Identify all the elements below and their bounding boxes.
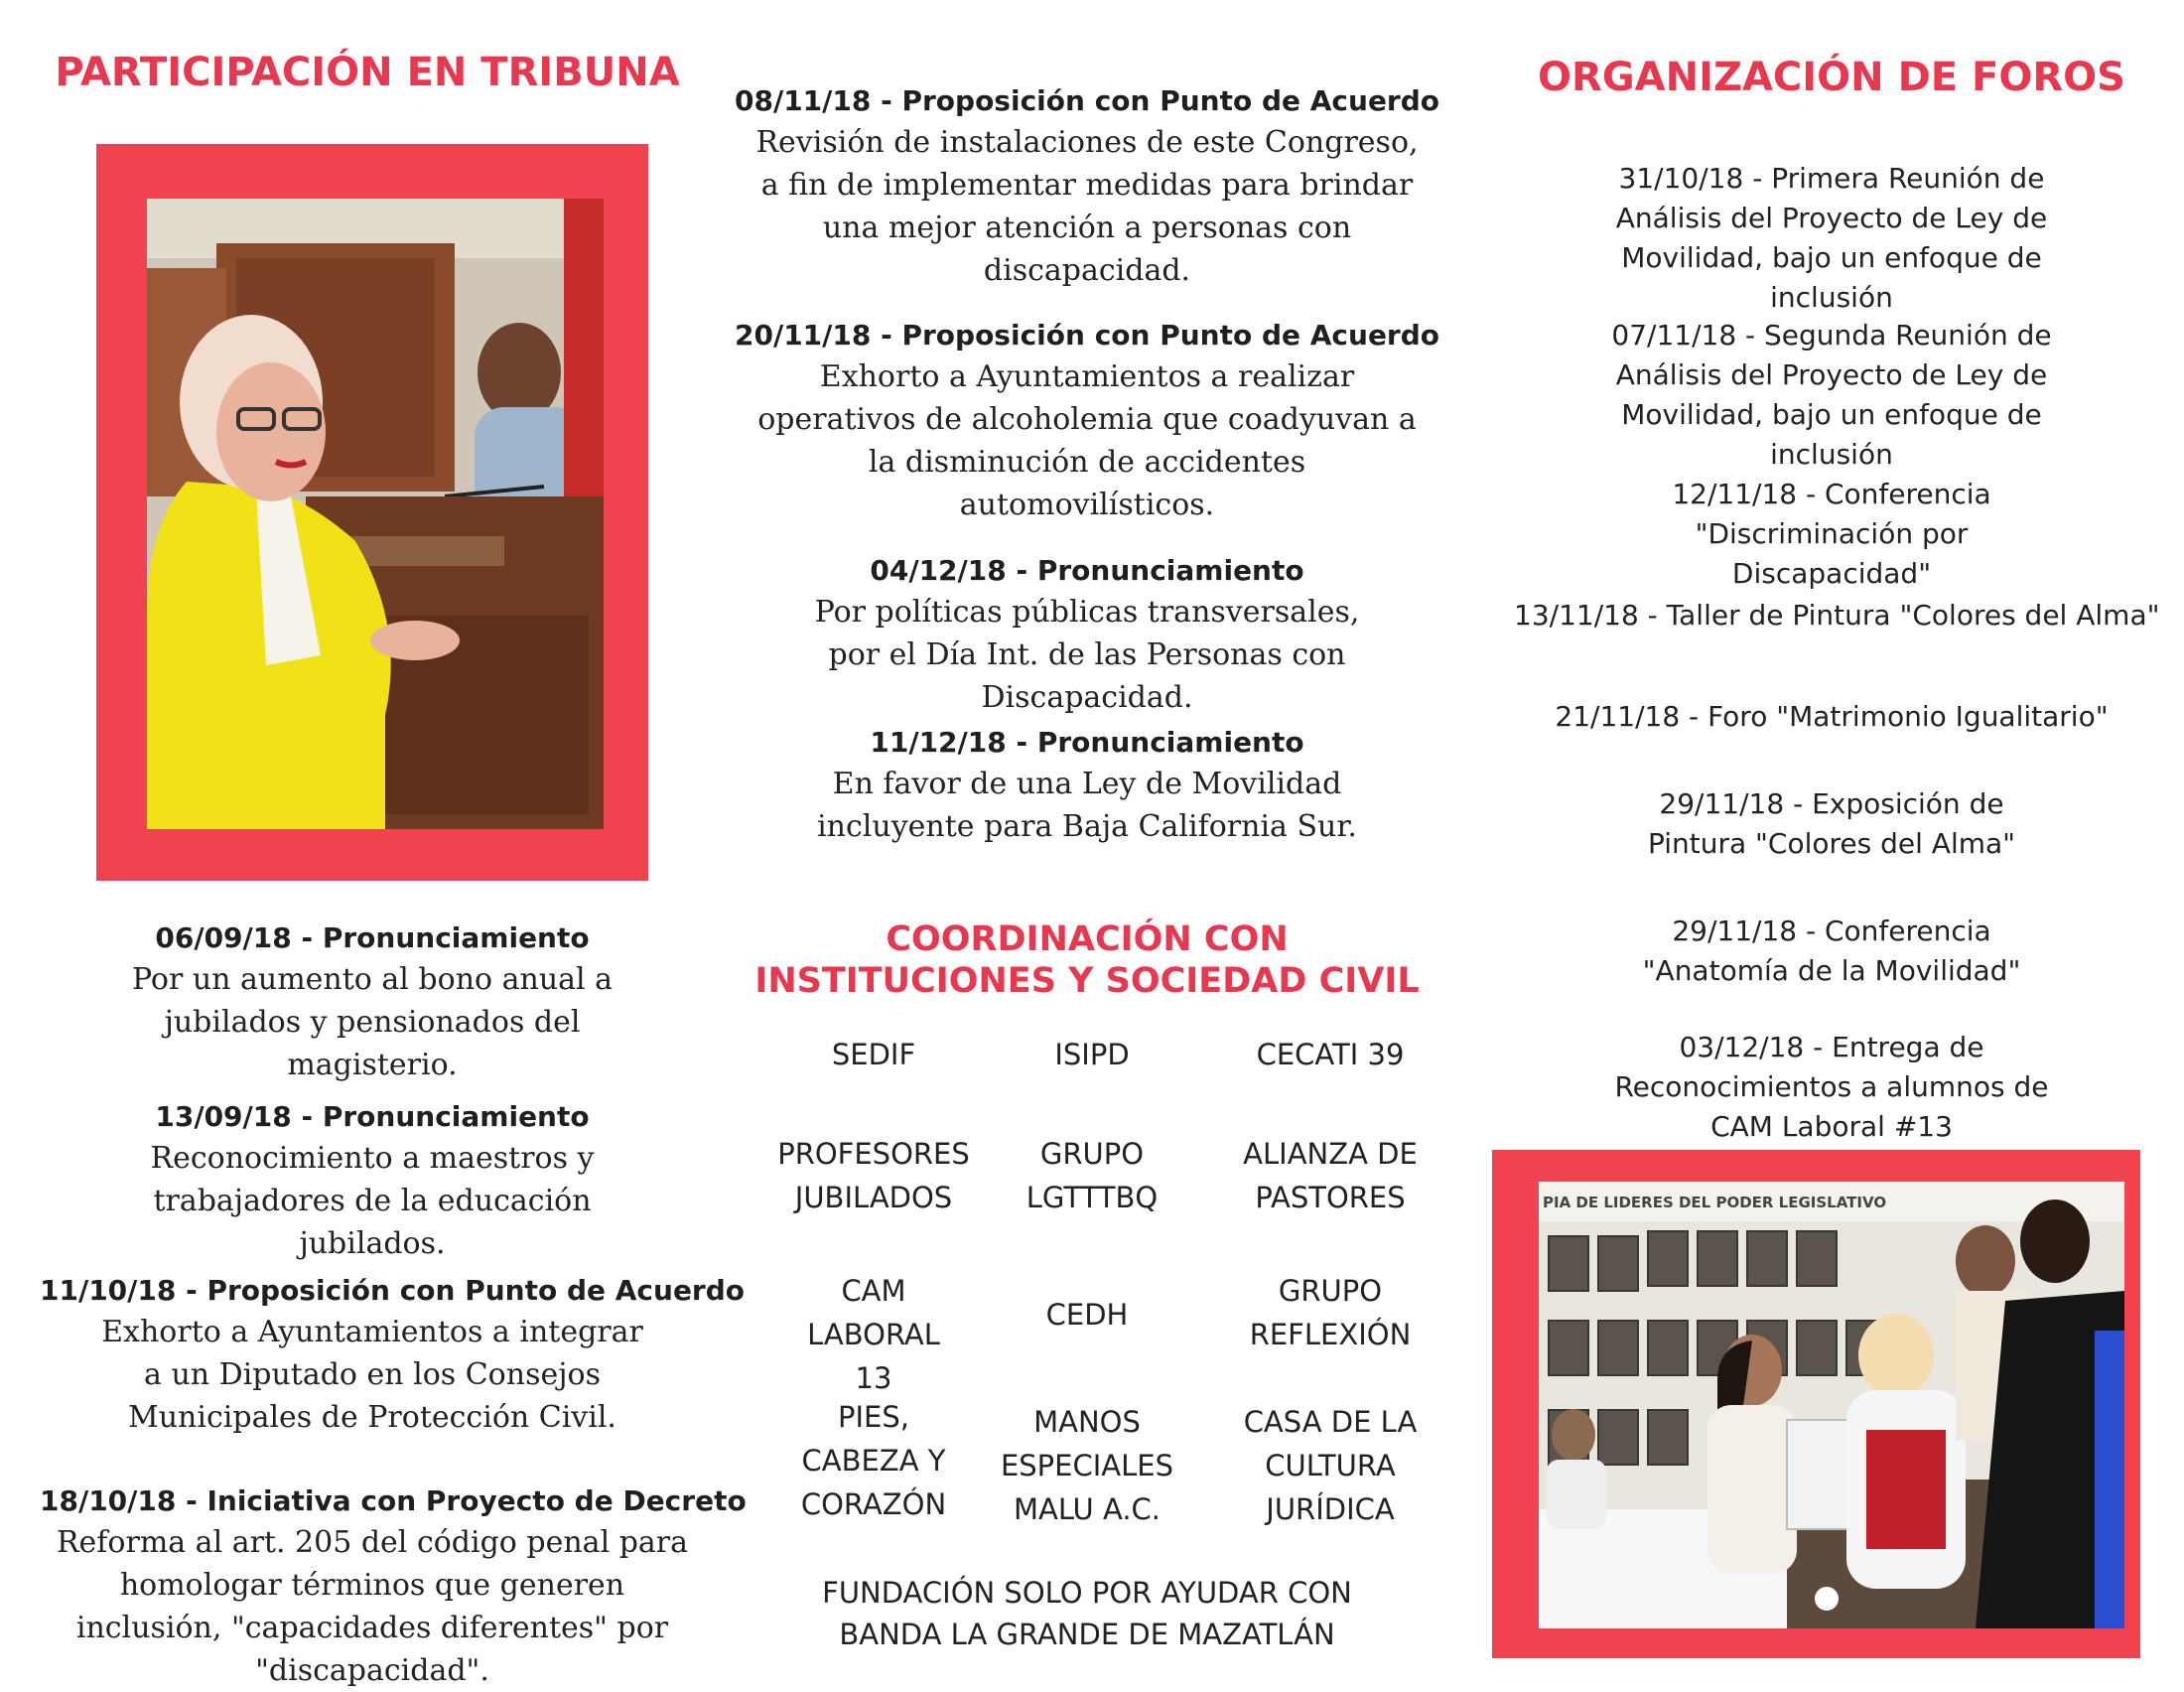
entry-heading: 08/11/18 - Proposición con Punto de Acuerdo [735, 84, 1440, 117]
org-grupo-lgtttbq: GRUPO LGTTTBQ [1025, 1137, 1159, 1214]
entry-heading: 13/09/18 - Pronunciamiento [155, 1100, 590, 1133]
foro-entry: 31/10/18 - Primera Reunión de Análisis del Proyecto de Ley de Movilidad, bajo un enfoque de inclusión [1615, 162, 2048, 314]
entry-body: En favor de una Ley de Movilidad incluyente para Baja California Sur. [817, 767, 1357, 844]
tribuna-entry [40, 1481, 747, 1692]
entry-heading: 20/11/18 - Proposición con Punto de Acuerdo [735, 319, 1440, 352]
foro-entry: 29/11/18 - Exposición de Pintura "Colores del Alma" [1647, 787, 2016, 860]
org-grupo-reflexion: GRUPO REFLEXIÓN [1249, 1274, 1412, 1351]
foro-entry: 07/11/18 - Segunda Reunión de Análisis del Proyecto de Ley de Movilidad, bajo un enfoque de inclusión [1611, 319, 2052, 471]
entry-body: Reconocimiento a maestros y trabajadores de la educación jubilados. [150, 1141, 595, 1261]
ceremony-photo [1539, 1182, 2124, 1628]
entry-body: Por un aumento al bono anual a jubilados y pensionados del magisterio. [131, 962, 614, 1082]
ceremony-sign-text: PIA DE LIDERES DEL PODER LEGISLATIVO [1543, 1194, 1887, 1211]
entry-heading: 18/10/18 - Iniciativa con Proyecto de Decreto [40, 1484, 747, 1517]
podium-speaker-photo [147, 199, 604, 829]
org-profesores-jubilados: PROFESORES JUBILADOS [777, 1137, 970, 1214]
org-cam-laboral: CAM LABORAL 13 [807, 1274, 940, 1395]
entry-body: Revisión de instalaciones de este Congreso, a fin de implementar medidas para brindar una mejor atención a personas con discapacidad. [755, 125, 1419, 288]
org-alianza-pastores: ALIANZA DE PASTORES [1243, 1137, 1418, 1214]
coordinacion-footer-line1: FUNDACIÓN SOLO POR AYUDAR CON [822, 1576, 1352, 1610]
tribuna-entry [40, 1097, 705, 1265]
org-manos-especiales: MANOS ESPECIALES MALU A.C. [1000, 1405, 1174, 1526]
foro-entry: 29/11/18 - Conferencia "Anatomía de la Movilidad" [1642, 915, 2021, 987]
org-pies-cabeza-corazon: PIES, CABEZA Y CORAZÓN [800, 1400, 947, 1521]
foro-entry: 21/11/18 - Foro "Matrimonio Igualitario" [1555, 700, 2109, 733]
foro-entry: 12/11/18 - Conferencia "Discriminación por Discapacidad" [1672, 478, 1991, 590]
foro-entry: 03/12/18 - Entrega de Reconocimientos a alumnos de CAM Laboral #13 [1614, 1031, 2049, 1143]
tribuna-entry [40, 1271, 746, 1439]
middle-entry [735, 551, 1439, 719]
entry-heading: 04/12/18 - Pronunciamiento [870, 554, 1304, 587]
coordinacion-footer-line2: BANDA LA GRANDE DE MAZATLÁN [839, 1618, 1335, 1651]
coordinacion-title-line1: COORDINACIÓN CON [886, 919, 1289, 959]
entry-body: Reforma al art. 205 del código penal para homologar términos que generen inclusión, "capacidades diferentes" por "discapacidad". [56, 1525, 689, 1688]
entry-heading: 11/12/18 - Pronunciamiento [870, 726, 1304, 759]
middle-entry [735, 81, 1439, 292]
org-cecati: CECATI 39 [1256, 1038, 1405, 1071]
org-cedh: CEDH [1045, 1298, 1129, 1332]
middle-entry [735, 723, 1439, 848]
coordinacion-title-line2: INSTITUCIONES Y SOCIEDAD CIVIL [754, 961, 1420, 1001]
foros-title: ORGANIZACIÓN DE FOROS [1538, 55, 2125, 100]
org-isipd: ISIPD [1054, 1038, 1130, 1071]
middle-entry [735, 316, 1439, 526]
org-casa-cultura-juridica: CASA DE LA CULTURA JURÍDICA [1243, 1405, 1418, 1526]
entry-heading: 11/10/18 - Proposición con Punto de Acuerdo [40, 1274, 746, 1307]
entry-body: Exhorto a Ayuntamientos a realizar operativos de alcoholemia que coadyuvan a la disminución de accidentes automovilísticos. [757, 359, 1417, 522]
tribuna-entry [40, 918, 705, 1086]
foro-entry: 13/11/18 - Taller de Pintura "Colores del Alma" [1514, 599, 2160, 632]
tribuna-title: PARTICIPACIÓN EN TRIBUNA [55, 50, 680, 95]
org-sedif: SEDIF [831, 1038, 916, 1071]
entry-heading: 06/09/18 - Pronunciamiento [155, 921, 590, 954]
entry-body: Exhorto a Ayuntamientos a integrar a un Diputado en los Consejos Municipales de Protección Civil. [101, 1315, 643, 1435]
entry-body: Por políticas públicas transversales, por el Día Int. de las Personas con Discapacidad. [814, 595, 1360, 715]
